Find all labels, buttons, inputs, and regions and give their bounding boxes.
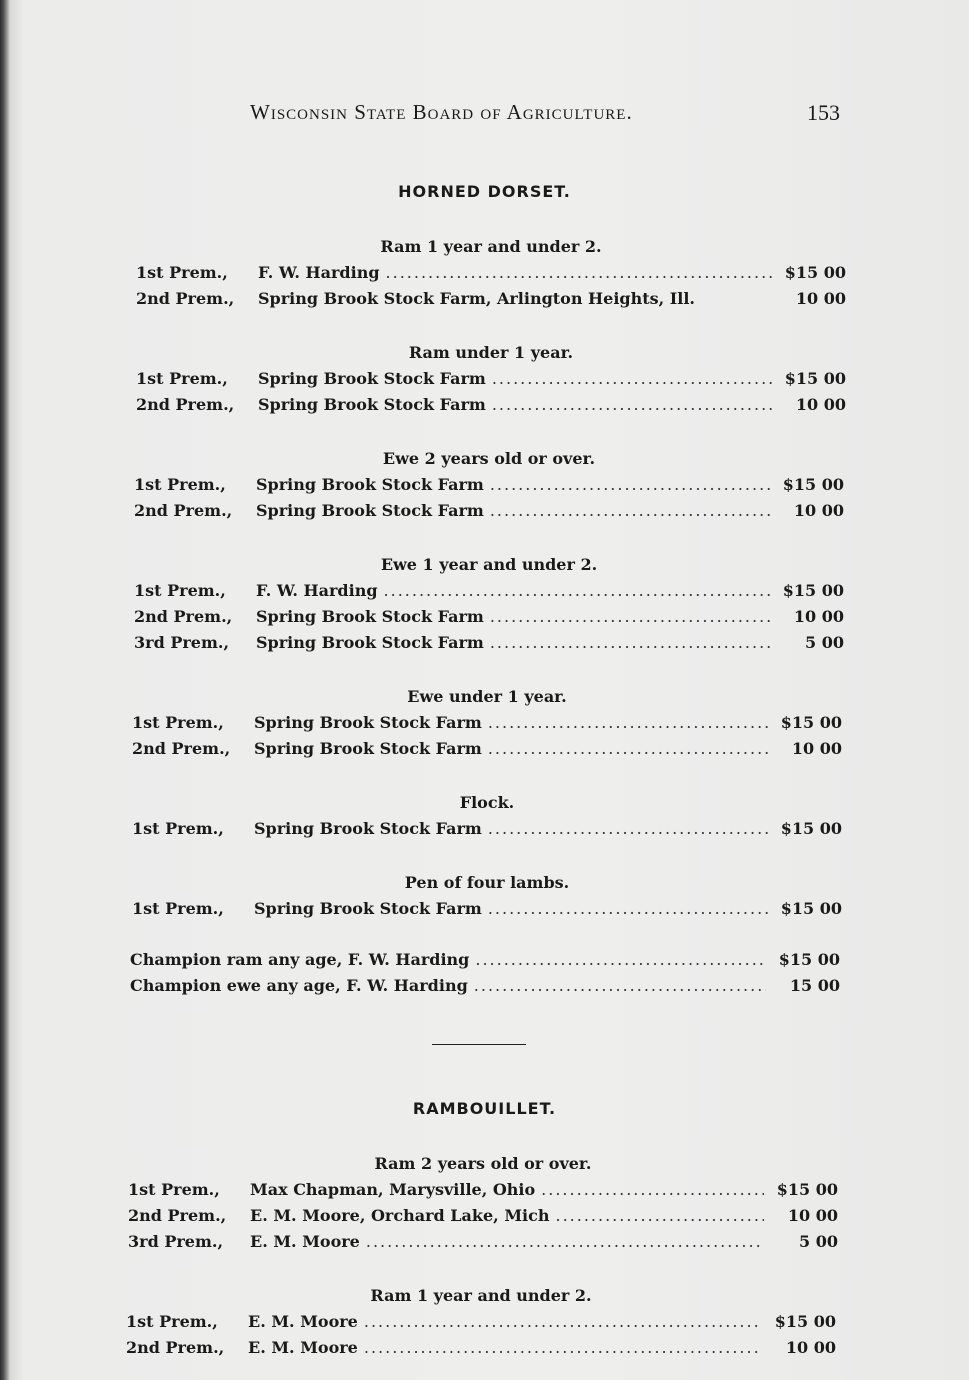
leader-dots [386,260,772,286]
exhibitor-name: Spring Brook Stock Farm [256,607,484,626]
entry-group [132,684,842,762]
leader-dots [492,366,772,392]
prize-amount: $15 00 [782,581,844,600]
award-row [134,630,844,656]
leader-dots [366,1229,764,1255]
exhibitor-name: F. W. Harding [256,581,378,600]
prize-amount: 5 00 [799,1232,838,1251]
champion-row [130,947,840,973]
award-row [128,1203,838,1229]
premium-place: 2nd Prem., [128,1206,227,1225]
prize-amount: 15 00 [789,976,840,995]
exhibitor-name: E. M. Moore, Orchard Lake, Mich [250,1206,550,1225]
leader-dots [541,1177,764,1203]
award-row [134,498,844,524]
exhibitor-name: E. M. Moore [248,1312,358,1331]
exhibitor-name: Spring Brook Stock Farm [258,369,486,388]
award-row [136,260,846,286]
class-heading: Pen of four lambs. [404,873,570,892]
exhibitor-name: Spring Brook Stock Farm [256,475,484,494]
premium-place: 2nd Prem., [132,739,231,758]
prize-amount: 10 00 [795,289,846,308]
prize-amount: 10 00 [791,739,842,758]
exhibitor-name: Spring Brook Stock Farm [254,899,482,918]
running-title: Wisconsin State Board of Agriculture. [250,100,633,124]
champion-entry: Champion ewe any age, F. W. Harding [130,976,468,995]
entry-group [128,1151,838,1255]
premium-place: 2nd Prem., [134,501,233,520]
entry-group [132,870,842,922]
premium-place: 2nd Prem., [126,1338,225,1357]
award-row [126,1309,836,1335]
prize-amount: 10 00 [795,395,846,414]
prize-amount: $15 00 [782,475,844,494]
prize-amount: $15 00 [780,899,842,918]
award-row [132,710,842,736]
premium-place: 1st Prem., [132,819,224,838]
class-heading: Ram under 1 year. [408,343,574,362]
leader-dots [364,1309,762,1335]
exhibitor-name: E. M. Moore [250,1232,360,1251]
leader-dots [364,1335,762,1361]
premium-place: 2nd Prem., [134,607,233,626]
prize-amount: $15 00 [784,369,846,388]
leader-dots [488,896,768,922]
premium-place: 1st Prem., [132,713,224,732]
award-row [134,578,844,604]
exhibitor-name: E. M. Moore [248,1338,358,1357]
award-row [132,816,842,842]
exhibitor-name: Spring Brook Stock Farm [256,633,484,652]
award-row [136,392,846,418]
entry-group [136,340,846,418]
champion-row [130,973,840,999]
prize-amount: $15 00 [784,263,846,282]
exhibitor-name: Max Chapman, Marysville, Ohio [250,1180,536,1199]
class-heading: Flock. [459,793,515,812]
exhibitor-name: Spring Brook Stock Farm [258,395,486,414]
prize-amount: 5 00 [805,633,844,652]
leader-dots [490,472,770,498]
class-heading: Ram 1 year and under 2. [370,1286,592,1305]
premium-place: 1st Prem., [132,899,224,918]
exhibitor-name: Spring Brook Stock Farm, Arlington Heights, Ill. [258,289,695,308]
entry-group [134,552,844,656]
entry-group [132,790,842,842]
exhibitor-name: F. W. Harding [258,263,380,282]
premium-place: 1st Prem., [136,263,228,282]
award-row [132,896,842,922]
prize-amount: 10 00 [787,1206,838,1225]
entry-group [136,234,846,312]
class-heading: Ram 1 year and under 2. [380,237,602,256]
prize-amount: 10 00 [793,607,844,626]
section-title-horned-dorset: HORNED DORSET. [398,182,571,201]
class-heading: Ewe 1 year and under 2. [380,555,598,574]
premium-place: 2nd Prem., [136,395,235,414]
award-row [134,604,844,630]
award-row [134,472,844,498]
leader-dots [488,710,768,736]
class-heading: Ram 2 years old or over. [374,1154,592,1173]
prize-amount: $15 00 [780,819,842,838]
leader-dots [490,604,770,630]
leader-dots [474,973,766,999]
prize-amount: $15 00 [780,713,842,732]
entry-group [134,446,844,524]
class-heading: Ewe 2 years old or over. [382,449,596,468]
exhibitor-name: Spring Brook Stock Farm [254,739,482,758]
section-title-rambouillet: RAMBOUILLET. [412,1099,557,1118]
premium-place: 2nd Prem., [136,289,235,308]
premium-place: 1st Prem., [134,581,226,600]
prize-amount: $15 00 [778,950,840,969]
class-heading: Ewe under 1 year. [407,687,567,706]
leader-dots [475,947,766,973]
entry-group [126,1283,836,1361]
award-row [128,1177,838,1203]
leader-dots [490,630,770,656]
champion-entry: Champion ram any age, F. W. Harding [130,950,470,969]
leader-dots [488,736,768,762]
prize-amount: $15 00 [774,1312,836,1331]
exhibitor-name: Spring Brook Stock Farm [254,819,482,838]
award-row [136,366,846,392]
award-row [132,736,842,762]
premium-place: 1st Prem., [136,369,228,388]
premium-place: 3rd Prem., [134,633,230,652]
exhibitor-name: Spring Brook Stock Farm [254,713,482,732]
champion-group [130,947,840,999]
exhibitor-name: Spring Brook Stock Farm [256,501,484,520]
leader-dots [384,578,770,604]
prize-amount: 10 00 [785,1338,836,1357]
award-row [126,1335,836,1361]
prize-amount: 10 00 [793,501,844,520]
premium-place: 1st Prem., [134,475,226,494]
page-header [250,100,840,134]
leader-dots [490,498,770,524]
premium-place: 1st Prem., [126,1312,218,1331]
page-number: 153 [807,100,840,125]
leader-dots [488,816,768,842]
award-row [128,1229,838,1255]
leader-dots [555,1203,764,1229]
prize-amount: $15 00 [776,1180,838,1199]
section-divider [432,1044,526,1045]
premium-place: 3rd Prem., [128,1232,224,1251]
award-row [136,286,846,312]
premium-place: 1st Prem., [128,1180,220,1199]
leader-dots [492,392,772,418]
